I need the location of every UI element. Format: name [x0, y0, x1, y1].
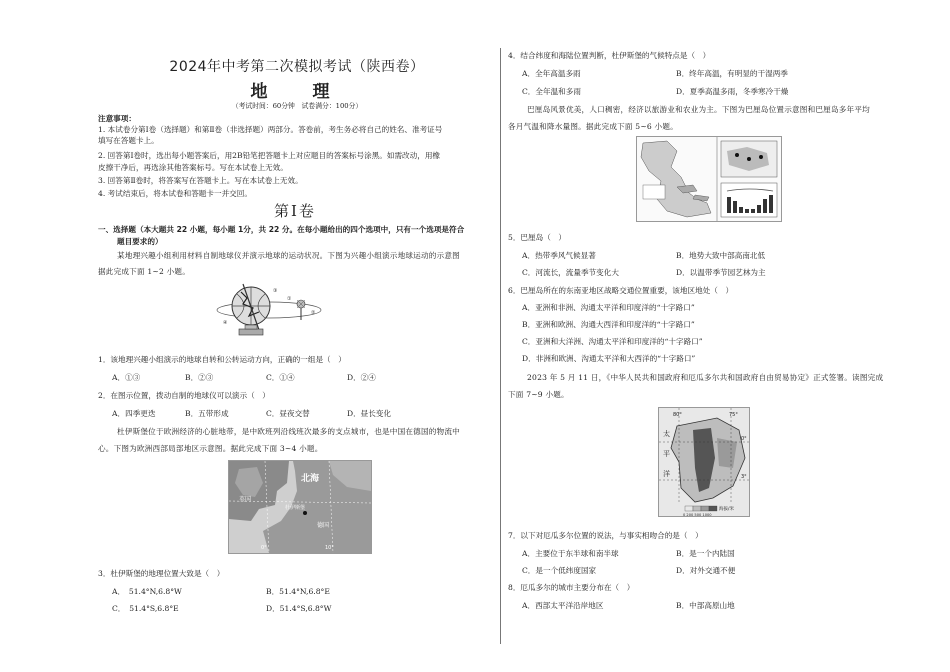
section-title: 第Ⅰ卷 — [274, 202, 316, 220]
q1-option-c[interactable]: C．①④ — [266, 373, 295, 382]
map-label-uk: 英国 — [239, 496, 252, 503]
q2-option-a[interactable]: A．四季更迭 — [112, 409, 156, 418]
svg-text:③: ③ — [273, 288, 278, 294]
map-label-lon-0: 0° — [261, 545, 267, 551]
q7-option-b[interactable]: B．是一个内陆国 — [676, 549, 735, 558]
map-label-lat-3: 3° — [741, 474, 747, 480]
subject-title: 地 理 — [250, 82, 344, 102]
passage-line: 某地理兴趣小组利用材料自制地球仪并演示地球的运动状况。下图为兴趣小组演示地球运动的示意图 — [117, 251, 460, 260]
notes-heading: 注意事项： — [98, 114, 136, 123]
q3-option-c[interactable]: C． 51.4°S,6.8°E — [112, 604, 179, 613]
question-8-stem: 8．厄瓜多尔的城市主要分布在（ ） — [508, 583, 635, 592]
question-7-stem: 7．以下对厄瓜多尔位置的说法，与事实相吻合的是（ ） — [508, 531, 703, 540]
q2-option-b[interactable]: B．五带形成 — [185, 409, 229, 418]
exam-title: 2024年中考第二次模拟考试（陕西卷） — [169, 59, 425, 75]
q3-option-d[interactable]: D．51.4°S,6.8°W — [266, 604, 332, 613]
globe-figure — [213, 280, 325, 342]
map-label-lat-0: 0° — [741, 436, 747, 442]
question-6-stem: 6．巴厘岛所在的东南亚地区战略交通位置重要，该地区地处（ ） — [508, 286, 734, 295]
q6-option-d[interactable]: D．非洲和欧洲、沟通太平洋和大西洋的“十字路口” — [522, 354, 696, 363]
legend-title: 海拔/米 — [719, 507, 735, 512]
passage-line: 心。下图为欧洲西部局部地区示意图。据此完成下面 3~4 小题。 — [98, 444, 323, 453]
svg-text:①: ① — [287, 296, 292, 302]
map-label-germany: 德国 — [317, 522, 330, 529]
exam-info: （考试时间：60分钟 试卷满分：100分） — [231, 102, 363, 110]
q6-option-b[interactable]: B．亚洲和欧洲、沟通大西洋和印度洋的“十字路口” — [522, 320, 695, 329]
map-label-lon-80: 80° — [673, 412, 682, 418]
europe-map — [228, 460, 372, 554]
question-5-stem: 5．巴厘岛（ ） — [508, 233, 566, 242]
q5-option-a[interactable]: A．热带季风气候显著 — [522, 251, 596, 260]
q7-option-c[interactable]: C．是一个低纬度国家 — [522, 566, 597, 575]
q4-option-d[interactable]: D．夏季高温多雨，冬季寒冷干燥 — [676, 87, 789, 96]
note-line: 3. 回答第Ⅱ卷时，将答案写在答题卡上。写在本试卷上无效。 — [98, 176, 303, 185]
question-3-stem: 3．杜伊斯堡的地理位置大致是（ ） — [98, 569, 225, 578]
q6-option-c[interactable]: C．亚洲和大洋洲、沟通太平洋和印度洋的“十字路口” — [522, 337, 703, 346]
q1-option-a[interactable]: A．①③ — [112, 373, 141, 382]
map-label-lon-10: 10° — [325, 545, 334, 551]
q1-option-b[interactable]: B．②③ — [185, 373, 214, 382]
q3-option-b[interactable]: B．51.4°N,6.8°E — [266, 587, 330, 596]
q6-option-a[interactable]: A．亚洲和非洲、沟通太平洋和印度洋的“十字路口” — [522, 303, 695, 312]
legend-ticks: 0 200 500 1000 — [683, 513, 712, 516]
passage-line: 下面 7~9 小题。 — [508, 390, 569, 399]
note-line: 1. 本试卷分第Ⅰ卷（选择题）和第Ⅱ卷（非选择题）两部分。答卷前，考生务必将自己的姓名、准考证号 — [98, 125, 443, 134]
svg-text:②: ② — [311, 310, 316, 316]
passage-line: 杜伊斯堡位于欧洲经济的心脏地带，是中欧班列沿线班次最多的支点城市，也是中国在德国的物流中 — [117, 427, 460, 436]
map-label-ocean-3: 洋 — [663, 470, 670, 478]
map-label-lon-75: 75° — [729, 412, 738, 418]
map-label-ocean-1: 太 — [663, 430, 670, 438]
note-line: 4. 考试结束后，将本试卷和答题卡一并交回。 — [98, 189, 252, 198]
q2-option-d[interactable]: D．昼长变化 — [347, 409, 392, 418]
passage-line: 2023 年 5 月 11 日，《中华人民共和国政府和厄瓜多尔共和国政府自由贸易协定》正式签署。读图完成 — [527, 373, 884, 382]
q5-option-c[interactable]: C．河流长，流量季节变化大 — [522, 268, 619, 277]
passage-line: 据此完成下面 1~2 小题。 — [98, 267, 190, 276]
q7-option-a[interactable]: A．主要位于东半球和南半球 — [522, 549, 619, 558]
q5-option-b[interactable]: B．地势大致中部高南北低 — [676, 251, 766, 260]
bali-figure — [636, 136, 782, 222]
q3-option-a[interactable]: A． 51.4°N,6.8°W — [112, 587, 182, 596]
map-label-ocean-2: 平 — [663, 450, 670, 458]
column-divider — [500, 48, 501, 644]
map-label-north-sea: 北海 — [301, 474, 320, 484]
q5-option-d[interactable]: D．以温带季节园艺林为主 — [676, 268, 766, 277]
note-line: 2. 回答第Ⅰ卷时，选出每小题答案后，用2B铅笔把答题卡上对应题目的答案标号涂黑。如需改动，用橡 — [98, 151, 441, 160]
note-line: 填写在答题卡上。 — [98, 136, 159, 145]
q4-option-a[interactable]: A．全年高温多雨 — [522, 69, 581, 78]
section-instruction: 题目要求的） — [117, 237, 163, 246]
q1-option-d[interactable]: D．②④ — [347, 373, 376, 382]
ecuador-map — [658, 407, 750, 517]
passage-line: 巴厘岛风景优美，人口稠密，经济以旅游业和农业为主。下图为巴厘岛位置示意图和巴厘岛多年平均 — [527, 105, 870, 114]
note-line: 皮擦干净后，再选涂其他答案标号。写在本试卷上无效。 — [98, 163, 288, 172]
q8-option-b[interactable]: B．中部高原山地 — [676, 601, 735, 610]
q4-option-b[interactable]: B．终年高温，有明显的干湿两季 — [676, 69, 788, 78]
q8-option-a[interactable]: A．西部太平洋沿岸地区 — [522, 601, 604, 610]
map-label-city: 杜伊斯堡 — [285, 505, 306, 511]
q2-option-c[interactable]: C．昼夜交替 — [266, 409, 310, 418]
q7-option-d[interactable]: D．对外交通不便 — [676, 566, 736, 575]
question-2-stem: 2．在图示位置，拨动自制的地球仪可以演示（ ） — [98, 391, 270, 400]
question-4-stem: 4．结合纬度和海陆位置判断，杜伊斯堡的气候特点是（ ） — [508, 51, 711, 60]
svg-text:④: ④ — [223, 320, 228, 326]
q4-option-c[interactable]: C．全年温和多雨 — [522, 87, 581, 96]
passage-line: 各月气温和降水量图。据此完成下面 5~6 小题。 — [508, 122, 678, 131]
question-1-stem: 1．该地理兴趣小组演示的地球自转和公转运动方向，正确的一组是（ ） — [98, 355, 346, 364]
section-instruction: 一、选择题（本大题共 22 小题，每小题 1分，共 22 分。在每小题给出的四个选项中，只有一个选项是符合 — [98, 225, 465, 234]
